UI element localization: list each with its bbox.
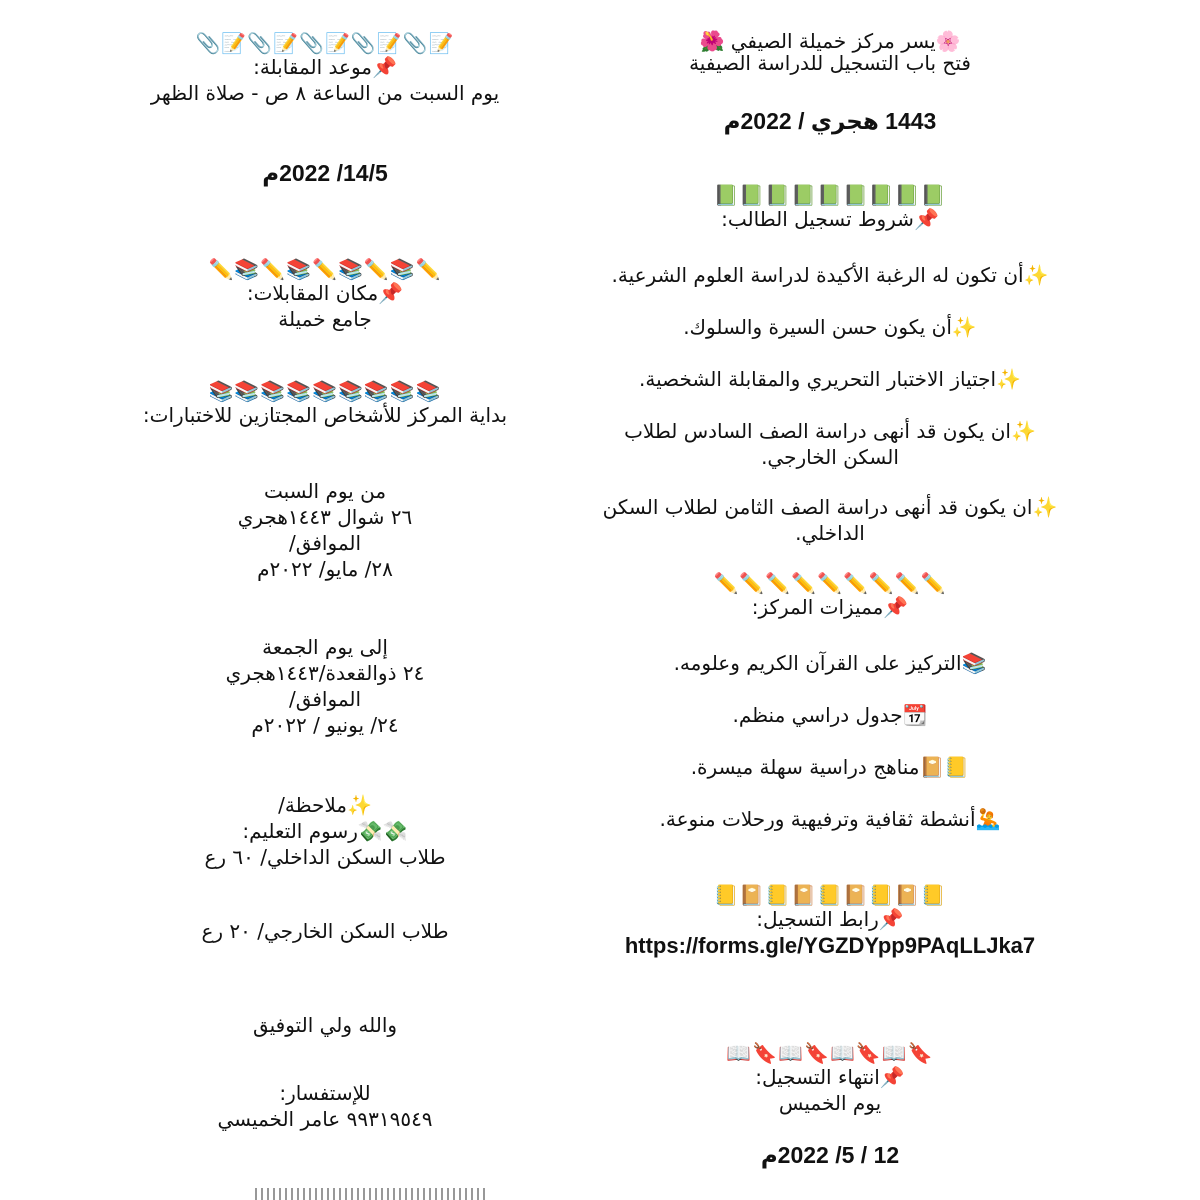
header-line-2: فتح باب التسجيل للدراسة الصيفية (689, 51, 971, 75)
interview-time: يوم السبت من الساعة ٨ ص - صلاة الظهر (150, 81, 500, 105)
pencils-emoji-row: ✏️✏️✏️✏️✏️✏️✏️✏️✏️ (713, 571, 947, 595)
feature-item: 🤽أنشطة ثقافية وترفيهية ورحلات منوعة. (659, 807, 1001, 831)
conditions-section (580, 182, 1080, 232)
notebooks-emoji-row: 📒📔📒📔📒📔📒📔📒 (713, 883, 947, 907)
note-title: ✨ملاحظة/ (278, 793, 372, 817)
place-title: 📌مكان المقابلات: (246, 281, 404, 305)
to-line: ٢٤/ يونيو / ٢٠٢٢م (251, 713, 399, 737)
to-line: إلى يوم الجمعة (262, 635, 388, 659)
bookmarks-emoji-row: 🔖📖🔖📖🔖📖🔖📖 (726, 1041, 934, 1065)
features-title: 📌مميزات المركز: (751, 595, 909, 619)
books-emoji-row: 📚📚📚📚📚📚📚📚📚 (208, 379, 442, 403)
cut-off-text-row (255, 1188, 485, 1200)
condition-item: ✨ان يكون قد أنهى دراسة الصف السادس لطلاب السكن الخارجي. (624, 419, 1036, 469)
condition-item: ✨ان يكون قد أنهى دراسة الصف الثامن لطلاب السكن الداخلي. (602, 495, 1058, 545)
inquiry-title: للإستفسار: (279, 1081, 371, 1105)
fee-internal: طلاب السكن الداخلي/ ٦٠ رع (204, 845, 446, 869)
place-name: جامع خميلة (278, 307, 372, 331)
condition-item: ✨أن تكون له الرغبة الأكيدة لدراسة العلوم الشرعية. (611, 263, 1049, 287)
feature-item: 📒📔مناهج دراسية سهلة ميسرة. (690, 755, 970, 779)
from-line: الموافق/ (288, 531, 362, 555)
to-line: ٢٤ ذوالقعدة/١٤٤٣هجري (225, 661, 425, 685)
announcement-header (580, 28, 1080, 76)
books-emoji-row: 📗📗📗📗📗📗📗📗📗 (713, 183, 947, 207)
fees-title: 💸💸رسوم التعليم: (242, 819, 408, 843)
interview-title: 📌موعد المقابلة: (253, 55, 397, 79)
features-section (580, 570, 1080, 620)
end-registration-section (580, 1040, 1080, 1116)
from-line: ٢٦ شوال ١٤٤٣هجري (237, 505, 413, 529)
inquiry-section (90, 1080, 560, 1132)
fee-external: طلاب السكن الخارجي/ ٢٠ رع (201, 919, 449, 943)
start-title: بداية المركز للأشخاص المجتازين للاختبارات: (142, 403, 508, 427)
memo-clip-emoji-row: 📝📎📝📎📝📎📝📎📝📎 (195, 31, 455, 55)
start-section (90, 378, 560, 428)
end-title: 📌انتهاء التسجيل: (755, 1065, 905, 1089)
end-to (90, 634, 560, 738)
end-date: 12 / 5/ 2022م (760, 1142, 900, 1168)
feature-item: 📆جدول دراسي منظم. (732, 703, 928, 727)
condition-item: ✨أن يكون حسن السيرة والسلوك. (683, 315, 977, 339)
end-day: يوم الخميس (778, 1091, 882, 1115)
fees-section (90, 792, 560, 870)
registration-link-section (580, 882, 1080, 960)
header-line-1: 🌸يسر مركز خميلة الصيفي 🌺 (699, 29, 961, 53)
conditions-title: 📌شروط تسجيل الطالب: (721, 207, 939, 231)
place-section (90, 256, 560, 332)
from-line: من يوم السبت (263, 479, 387, 503)
interview-section (90, 30, 560, 106)
start-from (90, 478, 560, 582)
interview-date: 14/5/ 2022م (262, 160, 388, 186)
from-line: ٢٨/ مايو/ ٢٠٢٢م (257, 557, 393, 581)
year-label: 1443 هجري / 2022م (723, 108, 937, 134)
link-title: 📌رابط التسجيل: (756, 907, 904, 931)
closing-text: والله ولي التوفيق (252, 1013, 398, 1037)
registration-link[interactable]: https://forms.gle/YGZDYpp9PAqLLJka7 (624, 933, 1036, 958)
condition-item: ✨اجتياز الاختبار التحريري والمقابلة الشخصية. (639, 367, 1021, 391)
pencil-books-emoji-row: ✏️📚✏️📚✏️📚✏️📚✏️ (208, 257, 442, 281)
inquiry-contact: ٩٩٣١٩٥٤٩ عامر الخميسي (217, 1107, 433, 1131)
to-line: الموافق/ (288, 687, 362, 711)
feature-item: 📚التركيز على القرآن الكريم وعلومه. (673, 651, 987, 675)
